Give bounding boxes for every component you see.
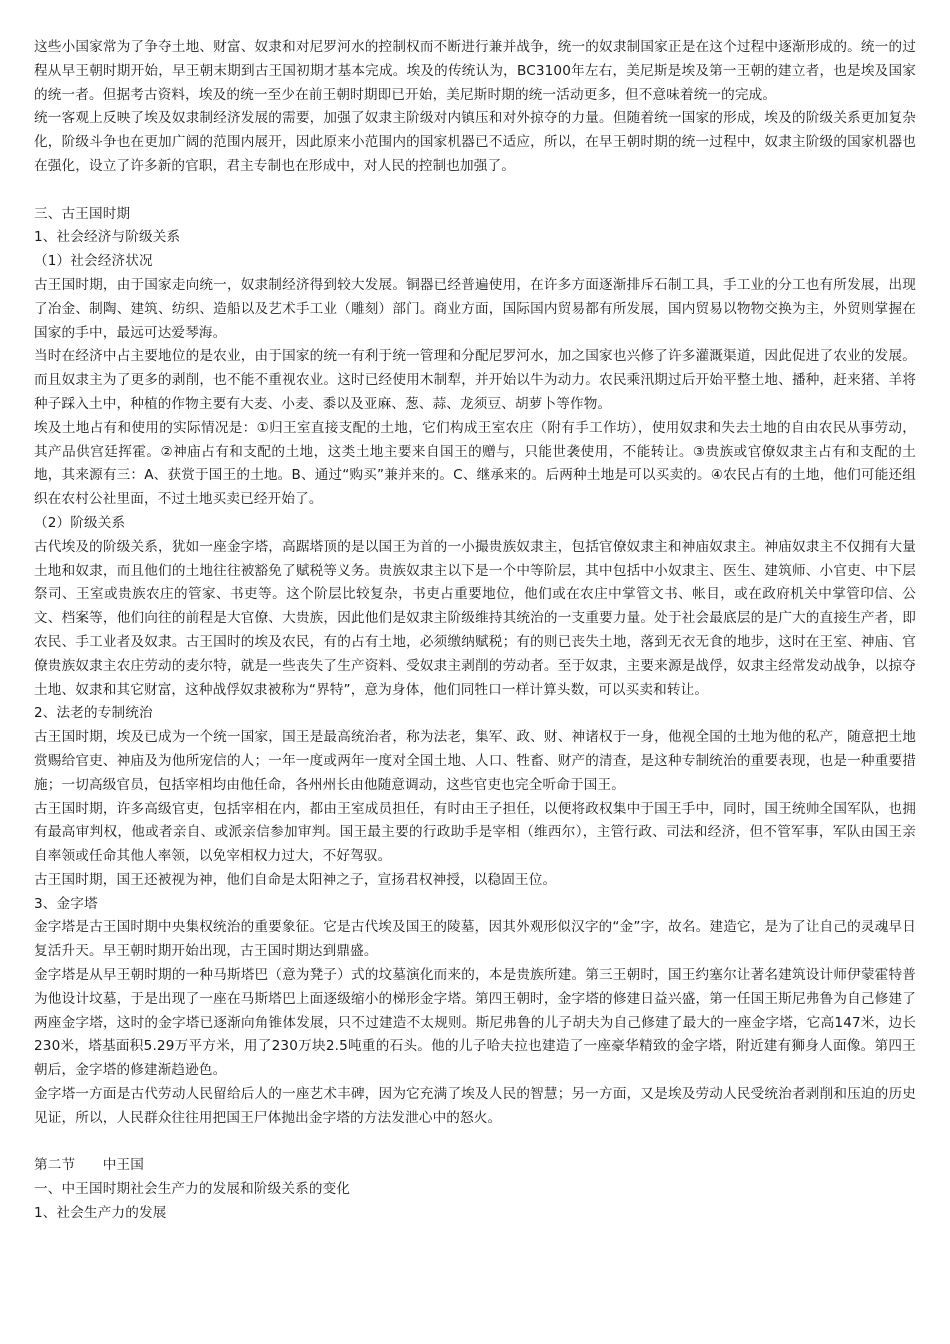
section-heading: 一、中王国时期社会生产力的发展和阶级关系的变化 [34, 1181, 351, 1198]
paragraph: 埃及土地占有和使用的实际情况是：①归王室直接支配的土地，它们构成王室农庄（附有手工作坊），使用奴隶和失去土地的自由农民从事劳动，其产品供宫廷挥霍。②神庙占有和支配的土地，这类土地主要来自国王的赠与，只能世袭使用，不能转让。③贵族或官僚奴隶主占有和支配的土地，其来源有三：A、获赏于国王的土地。B、通过“购买”兼并来的。C、继承来的。后两种土地是可以买卖的。④农民占有的土地，他们可能还组织在农村公社里面，不过土地买卖已经开始了。 [34, 419, 916, 508]
section-heading: 三、古王国时期 [34, 205, 131, 222]
subsection-heading: 3、金字塔 [34, 895, 98, 912]
subsection-heading: （2）阶级关系 [34, 514, 126, 531]
subsection-heading: 1、社会生产力的发展 [34, 1205, 167, 1222]
paragraph: 古代埃及的阶级关系，犹如一座金字塔，高踞塔顶的是以国王为首的一小撮贵族奴隶主，包括官僚奴隶主和神庙奴隶主。神庙奴隶主不仅拥有大量土地和奴隶，而且他们的土地往往被豁免了赋税等义务。贵族奴隶主以下是一个中等阶层，其中包括中小奴隶主、医生、建筑师、小官吏、中下层祭司、王室或贵族农庄的管家、书吏等。这个阶层比较复杂，书吏占重要地位，他们或在农庄中掌管文书、帐目，或在政府机关中掌管印信、公文、档案等，他们向往的前程是大官僚、大贵族，因此他们是奴隶主阶级维持其统治的一支重要力量。处于社会最底层的是广大的直接生产者，即农民、手工业者及奴隶。古王国时的埃及农民，有的占有土地，必须缴纳赋税；有的则已丧失土地，落到无衣无食的地步，这时在王室、神庙、官僚贵族奴隶主农庄劳动的麦尔特，就是一些丧失了生产资料、受奴隶主剥削的劳动者。至于奴隶，主要来源是战俘，奴隶主经常发动战争，以掠夺土地、奴隶和其它财富，这种战俘奴隶被称为“界特”，意为身体，他们同牲口一样计算头数，可以买卖和转让。 [34, 538, 916, 698]
paragraph: 金字塔一方面是古代劳动人民留给后人的一座艺术丰碑，因为它充满了埃及人民的智慧；另一方面，又是埃及劳动人民受统治者剥削和压迫的历史见证，所以，人民群众往往用把国王尸体抛出金字塔的方法发泄心中的怒火。 [34, 1086, 916, 1126]
paragraph: 古王国时期，由于国家走向统一，奴隶制经济得到较大发展。铜器已经普遍使用，在许多方面逐渐排斥石制工具，手工业的分工也有所发展，出现了冶金、制陶、建筑、纺织、造船以及艺术手工业（雕刻）部门。商业方面，国际国内贸易都有所发展，国内贸易以物物交换为主，外贸则掌握在国家的手中，最远可达爱琴海。 [34, 276, 916, 341]
paragraph: 这些小国家常为了争夺土地、财富、奴隶和对尼罗河水的控制权而不断进行兼并战争，统一的奴隶制国家正是在这个过程中逐渐形成的。统一的过程从早王朝时期开始，早王朝末期到古王国初期才基本完成。埃及的传统认为，BC3100年左右，美尼斯是埃及第一王朝的建立者，也是埃及国家的统一者。但据考古资料，埃及的统一至少在前王朝时期即已开始，美尼斯时期的统一活动更多，但不意味着统一的完成。 [34, 39, 916, 103]
paragraph: 统一客观上反映了埃及奴隶制经济发展的需要，加强了奴隶主阶级对内镇压和对外掠夺的力量。但随着统一国家的形成，埃及的阶级关系更加复杂化，阶级斗争也在更加广阔的范围内展开，因此原来小范围内的国家机器已不适应，所以，在早王朝时期的统一过程中，奴隶主阶级的国家机器也在强化，设立了许多新的官职，君主专制也在形成中，对人民的控制也加强了。 [34, 110, 916, 174]
blank-line [34, 1131, 916, 1155]
subsection-heading: 2、法老的专制统治 [34, 705, 153, 722]
paragraph: 金字塔是从早王朝时期的一种马斯塔巴（意为凳子）式的坟墓演化而来的，本是贵族所建。第三王朝时，国王约塞尔让著名建筑设计师伊蒙霍特普为他设计坟墓，于是出现了一座在马斯塔巴上面逐级缩小的梯形金字塔。第四王朝时，金字塔的修建日益兴盛，第一任国王斯尼弗鲁为自己修建了两座金字塔，这时的金字塔已逐渐向角锥体发展，只不过建造不太规则。斯尼弗鲁的儿子胡夫为自己修建了最大的一座金字塔，它高147米，边长230米，塔基面积5.29万平方米，用了230万块2.5吨重的石头。他的儿子哈夫拉也建造了一座豪华精致的金字塔，附近建有狮身人面像。第四王朝后，金字塔的修建渐趋逊色。 [34, 967, 916, 1079]
blank-line [34, 179, 916, 203]
paragraph: 古王国时期，许多高级官吏，包括宰相在内，都由王室成员担任，有时由王子担任，以便将政权集中于国王手中，同时，国王统帅全国军队，也拥有最高审判权，他或者亲自、或派亲信参加审判。国王最主要的行政助手是宰相（维西尔），主管行政、司法和经济，但不管军事，军队由国王亲自率领或任命其他人率领，以免宰相权力过大，不好驾驭。 [34, 800, 916, 865]
subsection-heading: （1）社会经济状况 [34, 253, 153, 270]
subsection-heading: 1、社会经济与阶级关系 [34, 229, 181, 246]
paragraph: 古王国时期，埃及已成为一个统一国家，国王是最高统治者，称为法老，集军、政、财、神诸权于一身，他视全国的土地为他的私产，随意把土地赏赐给官吏、神庙及为他所宠信的人；一年一度或两年一度对全国土地、人口、牲畜、财产的清查，是这种专制统治的重要表现，也是一种重要措施；一切高级官员，包括宰相均由他任命，各州州长由他随意调动，这些官吏也完全听命于国王。 [34, 729, 916, 793]
paragraph: 古王国时期，国王还被视为神，他们自命是太阳神之子，宣扬君权神授，以稳固王位。 [34, 871, 557, 888]
paragraph: 金字塔是古王国时期中央集权统治的重要象征。它是古代埃及国王的陵墓，因其外观形似汉字的“金”字，故名。建造它，是为了让自己的灵魂早日复活升天。早王朝时期开始出现，古王国时期达到鼎盛。 [34, 919, 916, 960]
chapter-heading: 第二节 中王国 [34, 1157, 144, 1174]
paragraph: 当时在经济中占主要地位的是农业，由于国家的统一有利于统一管理和分配尼罗河水，加之国家也兴修了许多灌溉渠道，因此促进了农业的发展。而且奴隶主为了更多的剥削，也不能不重视农业。这时已经使用木制犁，并开始以牛为动力。农民乘汛期过后开始平整土地、播种，赶来猪、羊将种子踩入土中，种植的作物主要有大麦、小麦、黍以及亚麻、葱、蒜、龙须豆、胡萝卜等作物。 [34, 348, 916, 412]
document-body [34, 36, 916, 1226]
